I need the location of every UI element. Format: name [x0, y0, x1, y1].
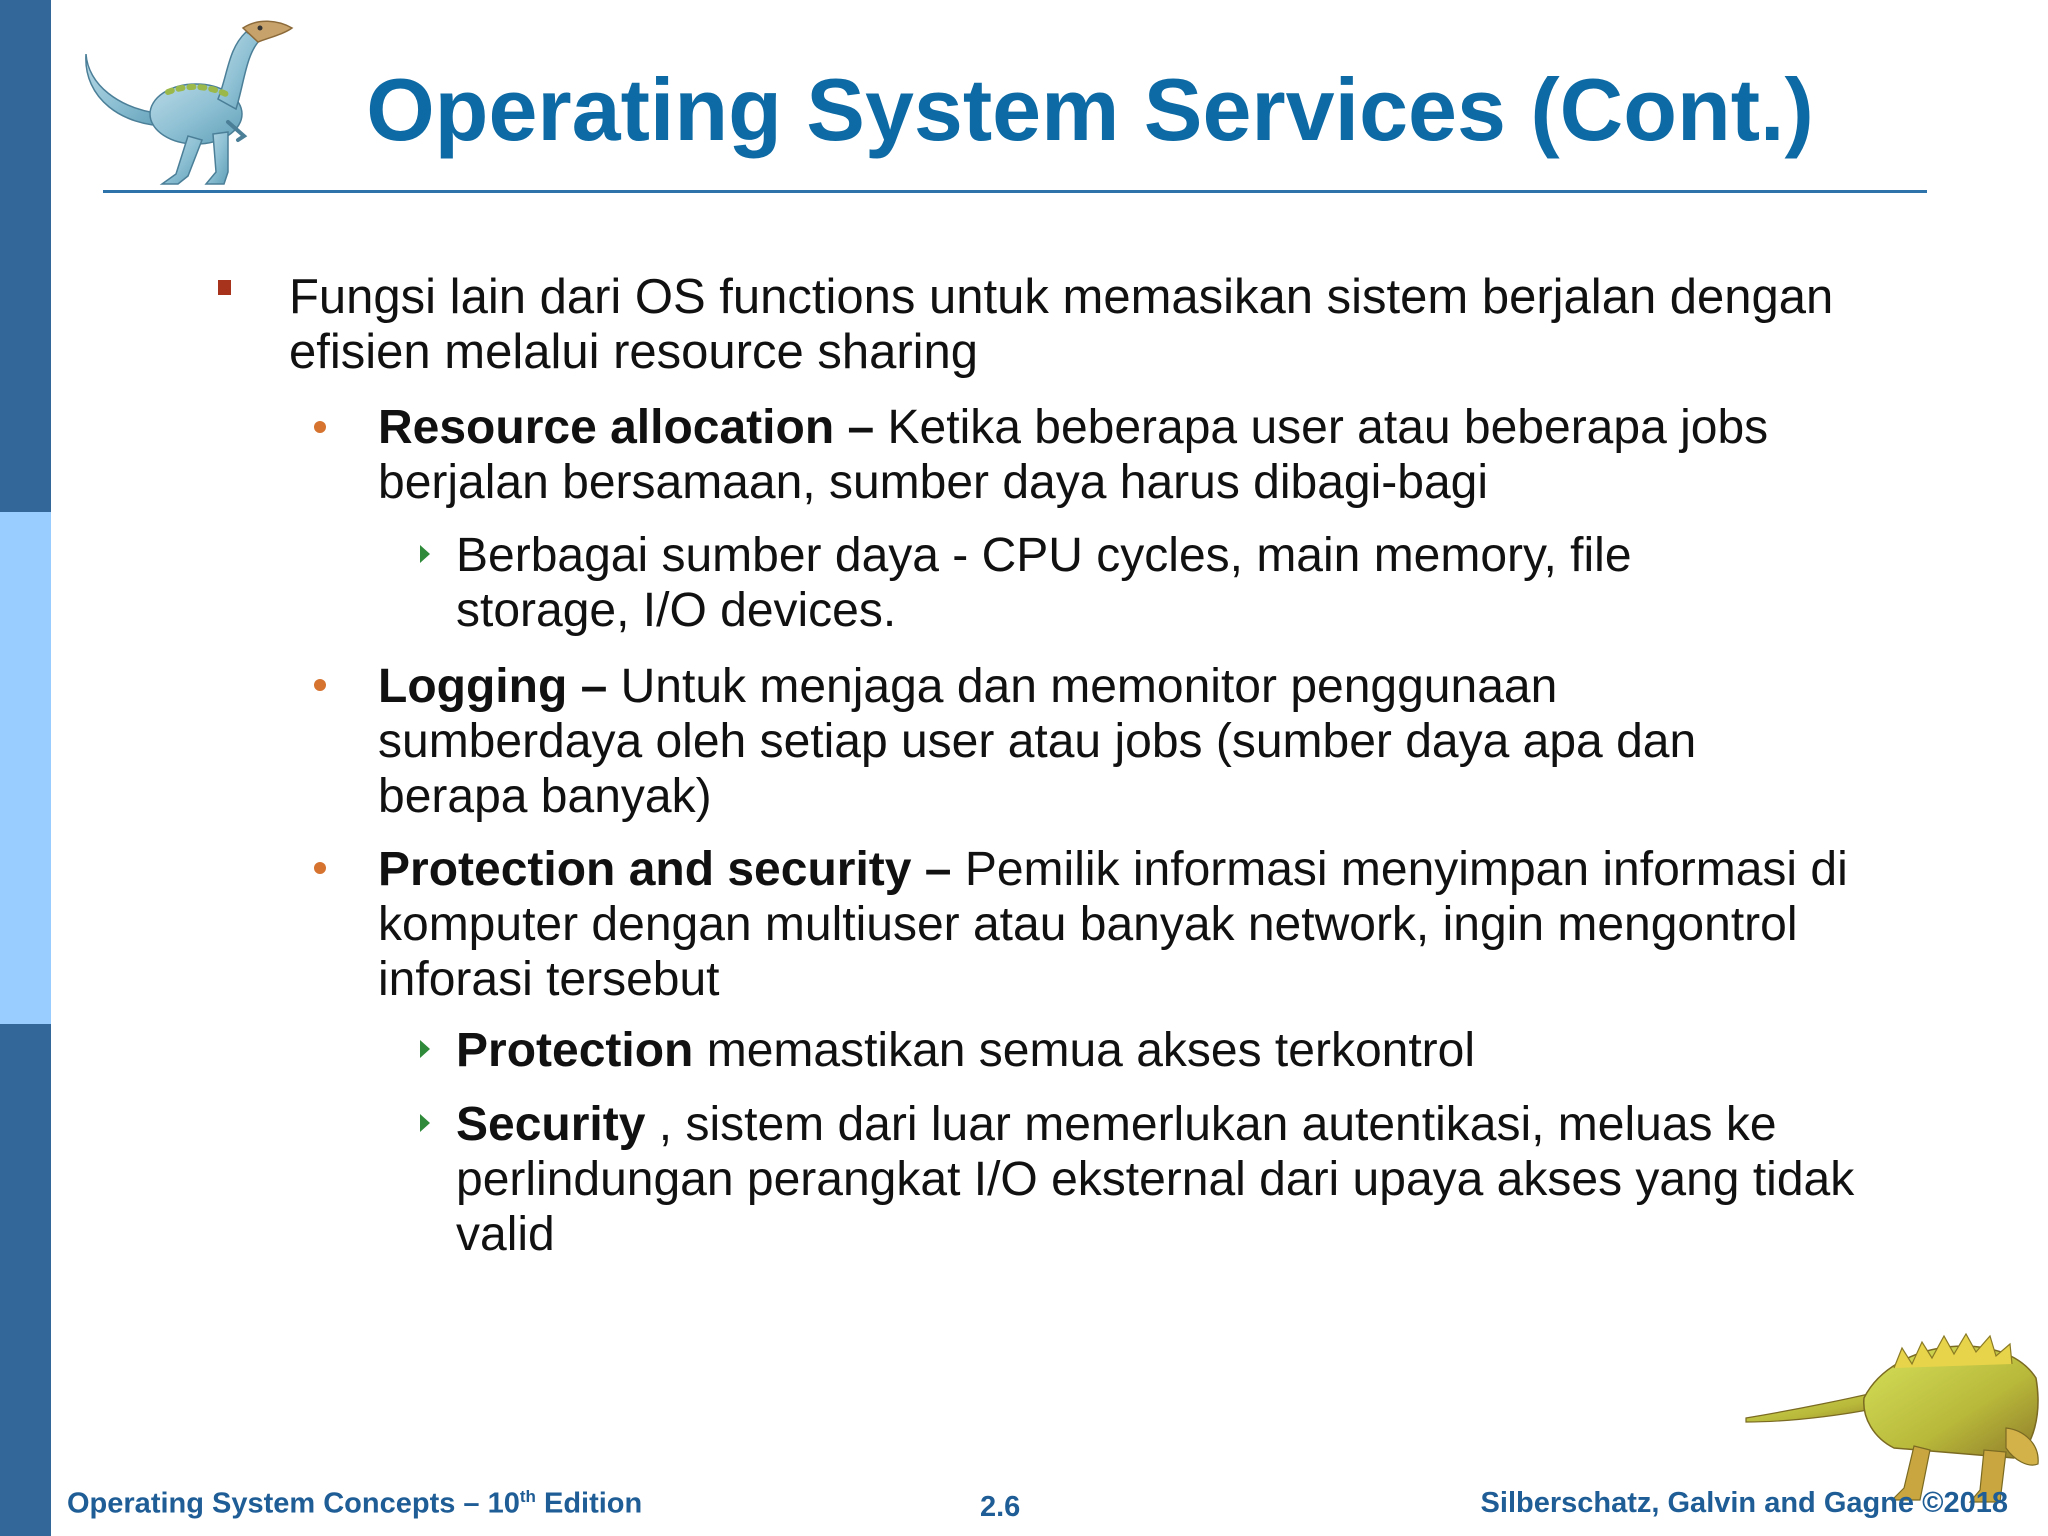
security-term: Security [456, 1098, 646, 1151]
footer-book-superscript: th [519, 1487, 536, 1506]
bullet-triangle-icon [420, 545, 430, 563]
protection-security-term: Protection and security – [378, 843, 952, 896]
protection-text: memastikan semua akses terkontrol [706, 1024, 1476, 1077]
logging-item [378, 659, 1818, 824]
bullet-square-icon [218, 280, 231, 295]
footer-page-number: 2.6 [980, 1491, 1021, 1523]
bullet-dot-icon [314, 862, 326, 874]
intro-text: Fungsi lain dari OS functions untuk memasikan sistem berjalan dengan efisien melalui resource sharing [289, 270, 1834, 379]
resource-allocation-subitem: Berbagai sumber daya - CPU cycles, main memory, file storage, I/O devices. [456, 529, 1632, 637]
security-subitem [456, 1097, 1896, 1262]
protection-term: Protection [456, 1024, 694, 1077]
resource-allocation-term: Resource allocation – [378, 401, 875, 454]
footer-book-title [67, 1487, 642, 1521]
bullet-dot-icon [314, 679, 326, 691]
resource-allocation-item [378, 400, 1918, 510]
bullet-triangle-icon [420, 1114, 430, 1132]
logging-term: Logging – [378, 660, 608, 713]
logging-text: Untuk menjaga dan memonitor penggunaan sumberdaya oleh setiap user atau jobs (sumber daya apa dan berapa banyak) [378, 660, 1697, 823]
footer-copyright: Silberschatz, Galvin and Gagne ©2018 [1480, 1487, 2008, 1519]
footer-book-text: Operating System Concepts – 10 [67, 1487, 520, 1520]
resource-allocation-text: Ketika beberapa user atau beberapa jobs berjalan bersamaan, sumber daya harus dibagi-bagi [378, 401, 1769, 509]
protection-subitem [456, 1023, 1996, 1078]
slide-title: Operating System Services (Cont.) [366, 60, 1814, 159]
protection-security-text: Pemilik informasi menyimpan informasi di komputer dengan multiuser atau banyak network, ingin mengontrol inforasi tersebut [378, 843, 1848, 1006]
protection-security-item [378, 842, 1948, 1007]
bullet-dot-icon [314, 421, 326, 433]
bullet-triangle-icon [420, 1040, 430, 1058]
footer-book-edition: Edition [535, 1487, 643, 1520]
security-text: , sistem dari luar memerlukan autentikasi, meluas ke perlindungan perangkat I/O eksternal dari upaya akses yang tidak valid [456, 1098, 1855, 1261]
dinosaur-bottom-right-icon [1744, 1318, 2044, 1508]
